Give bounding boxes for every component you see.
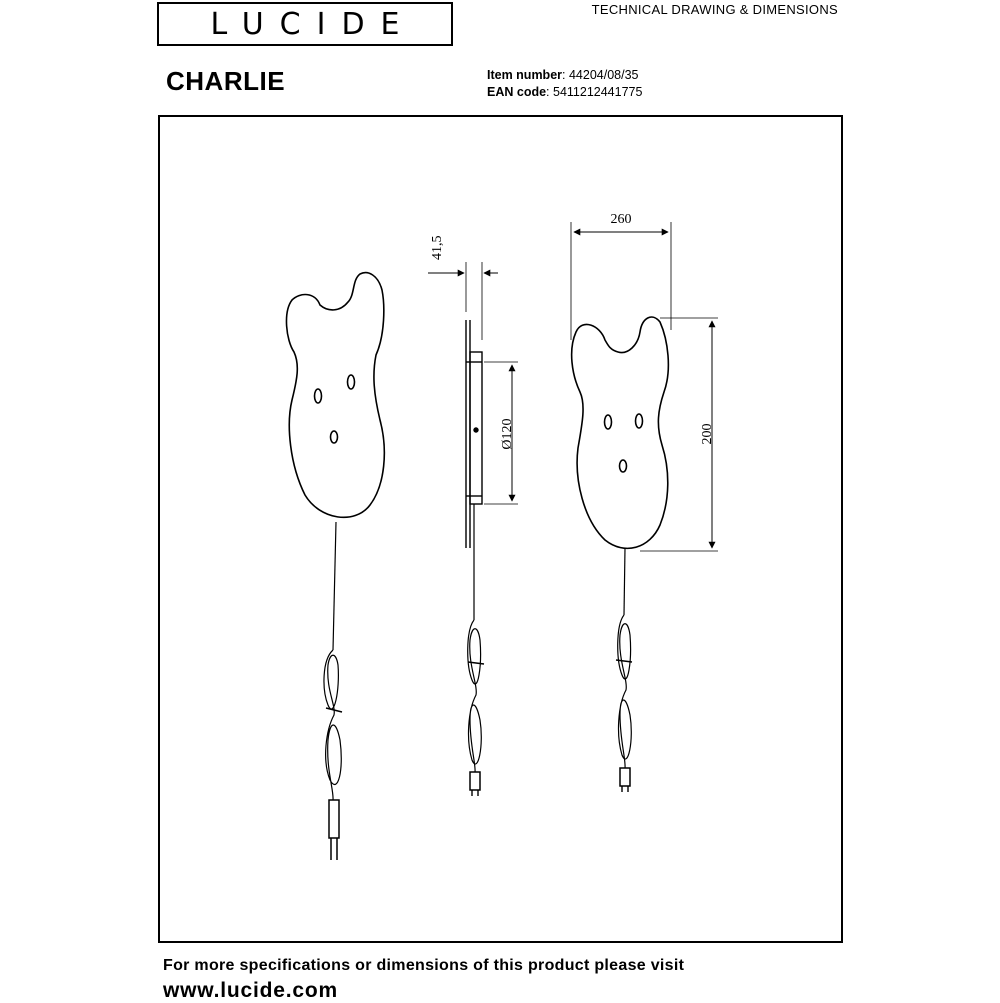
depth-label: 41,5 — [430, 235, 445, 260]
side-coiled-cable — [468, 620, 482, 772]
bear-head-outline-right — [572, 317, 669, 548]
nose — [331, 431, 338, 443]
ean-value: : 5411212441775 — [546, 85, 643, 99]
side-dimensions — [428, 262, 518, 504]
right-eye — [348, 375, 355, 389]
footer-text: For more specifications or dimensions of this product please visit — [163, 957, 685, 974]
diameter-label: Ø120 — [500, 418, 515, 450]
width-label: 260 — [610, 212, 632, 227]
left-eye — [315, 389, 322, 403]
cable — [333, 522, 336, 650]
ean-label: EAN code — [487, 85, 547, 99]
logo-text: LUCIDE — [210, 6, 416, 42]
item-number-value: : 44204/08/35 — [562, 68, 639, 82]
right-view — [572, 317, 669, 792]
right-dimensions — [571, 222, 718, 551]
right-eye-right — [636, 414, 643, 428]
bear-head-outline — [286, 273, 384, 518]
height-label: 200 — [700, 423, 715, 445]
side-view — [466, 320, 484, 796]
plug-body — [329, 800, 339, 838]
side-plug — [470, 772, 480, 790]
front-view — [286, 273, 384, 860]
item-number-label: Item number — [487, 68, 563, 82]
right-coiled-cable — [618, 615, 632, 768]
footer-url-link[interactable]: www.lucide.com — [163, 979, 338, 1002]
left-eye-right — [605, 415, 612, 429]
product-name: CHARLIE — [166, 66, 286, 96]
nose-right — [620, 460, 627, 472]
header-title: TECHNICAL DRAWING & DIMENSIONS — [591, 2, 838, 17]
right-plug — [620, 768, 630, 786]
coiled-cable — [324, 650, 341, 800]
